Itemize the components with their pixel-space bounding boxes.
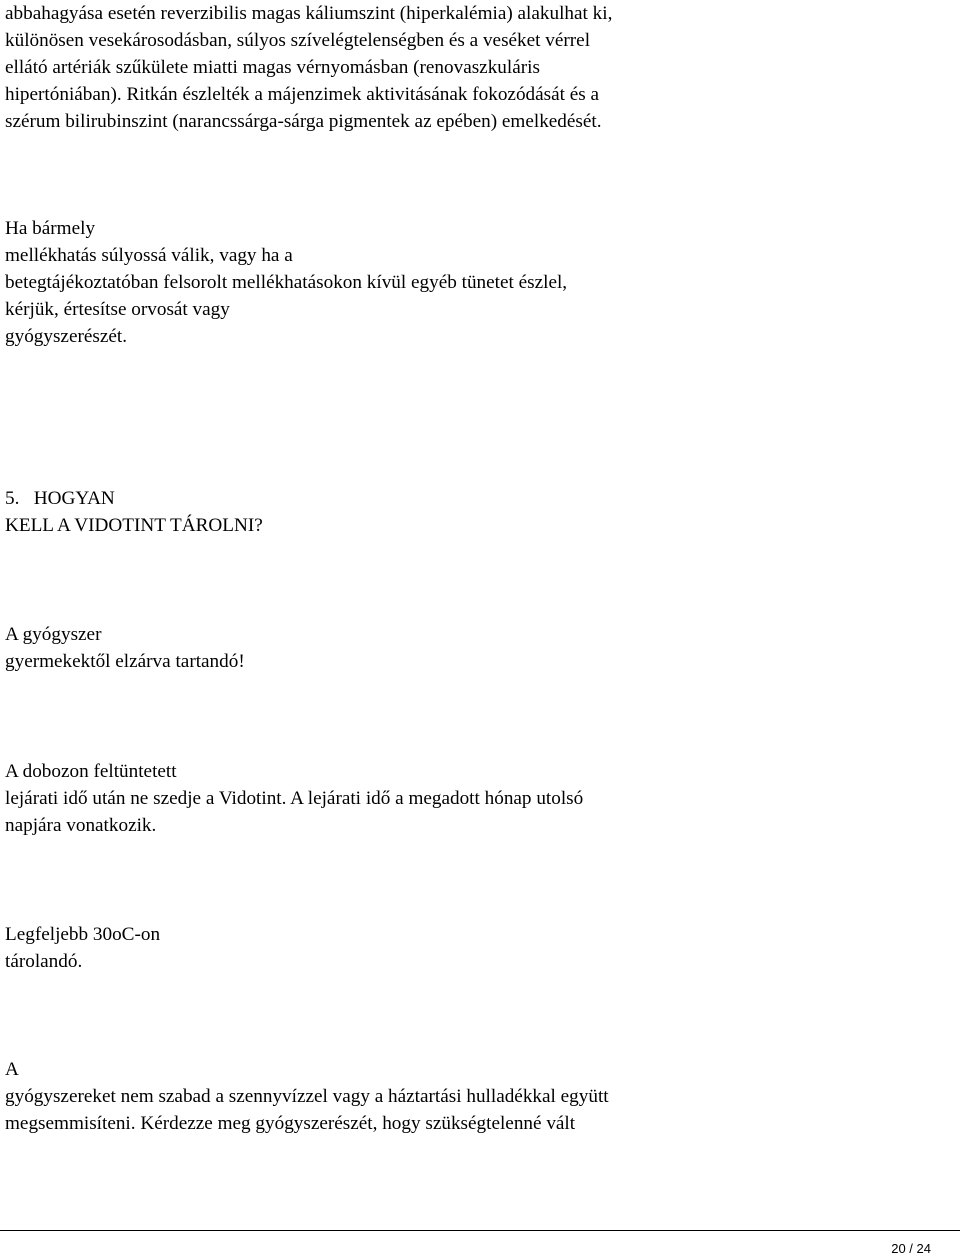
page-number: 20 / 24 bbox=[891, 1241, 931, 1256]
text-line: A gyógyszer bbox=[5, 624, 102, 645]
text-line: ellátó artériák szűkülete miatti magas vérnyomásban (renovaszkuláris bbox=[5, 57, 540, 78]
heading-line: KELL A VIDOTINT TÁROLNI? bbox=[5, 515, 263, 536]
text-line: abbahagyása esetén reverzibilis magas káliumszint (hiperkalémia) alakulhat ki, bbox=[5, 3, 613, 24]
text-line: hipertóniában). Ritkán észlelték a májenzimek aktivitásának fokozódását és a bbox=[5, 84, 600, 105]
text-line: gyógyszerészét. bbox=[5, 326, 128, 347]
text-line: kérjük, értesítse orvosát vagy bbox=[5, 299, 230, 320]
footer-divider bbox=[0, 1230, 960, 1231]
text-line: megsemmisíteni. Kérdezze meg gyógyszerészét, hogy szükségtelenné vált bbox=[5, 1113, 576, 1134]
text-line: gyermekektől elzárva tartandó! bbox=[5, 651, 245, 672]
text-line: Ha bármely bbox=[5, 218, 96, 239]
text-line: mellékhatás súlyossá válik, vagy ha a bbox=[5, 245, 293, 266]
text-line: napjára vonatkozik. bbox=[5, 815, 157, 836]
text-line: gyógyszereket nem szabad a szennyvízzel vagy a háztartási hulladékkal együtt bbox=[5, 1086, 609, 1107]
text-line: betegtájékoztatóban felsorolt mellékhatásokon kívül egyéb tünetet észlel, bbox=[5, 272, 568, 293]
text-line: A dobozon feltüntetett bbox=[5, 761, 177, 782]
text-line: különösen vesekárosodásban, súlyos szívelégtelenségben és a veséket vérrel bbox=[5, 30, 591, 51]
heading-line: 5. HOGYAN bbox=[5, 488, 115, 509]
text-line: szérum bilirubinszint (narancssárga-sárga pigmentek az epében) emelkedését. bbox=[5, 111, 602, 132]
text-line: tárolandó. bbox=[5, 951, 83, 972]
text-line: A bbox=[5, 1059, 19, 1080]
text-line: Legfeljebb 30oC-on bbox=[5, 924, 161, 945]
text-line: lejárati idő után ne szedje a Vidotint. A lejárati idő a megadott hónap utolsó bbox=[5, 788, 584, 809]
